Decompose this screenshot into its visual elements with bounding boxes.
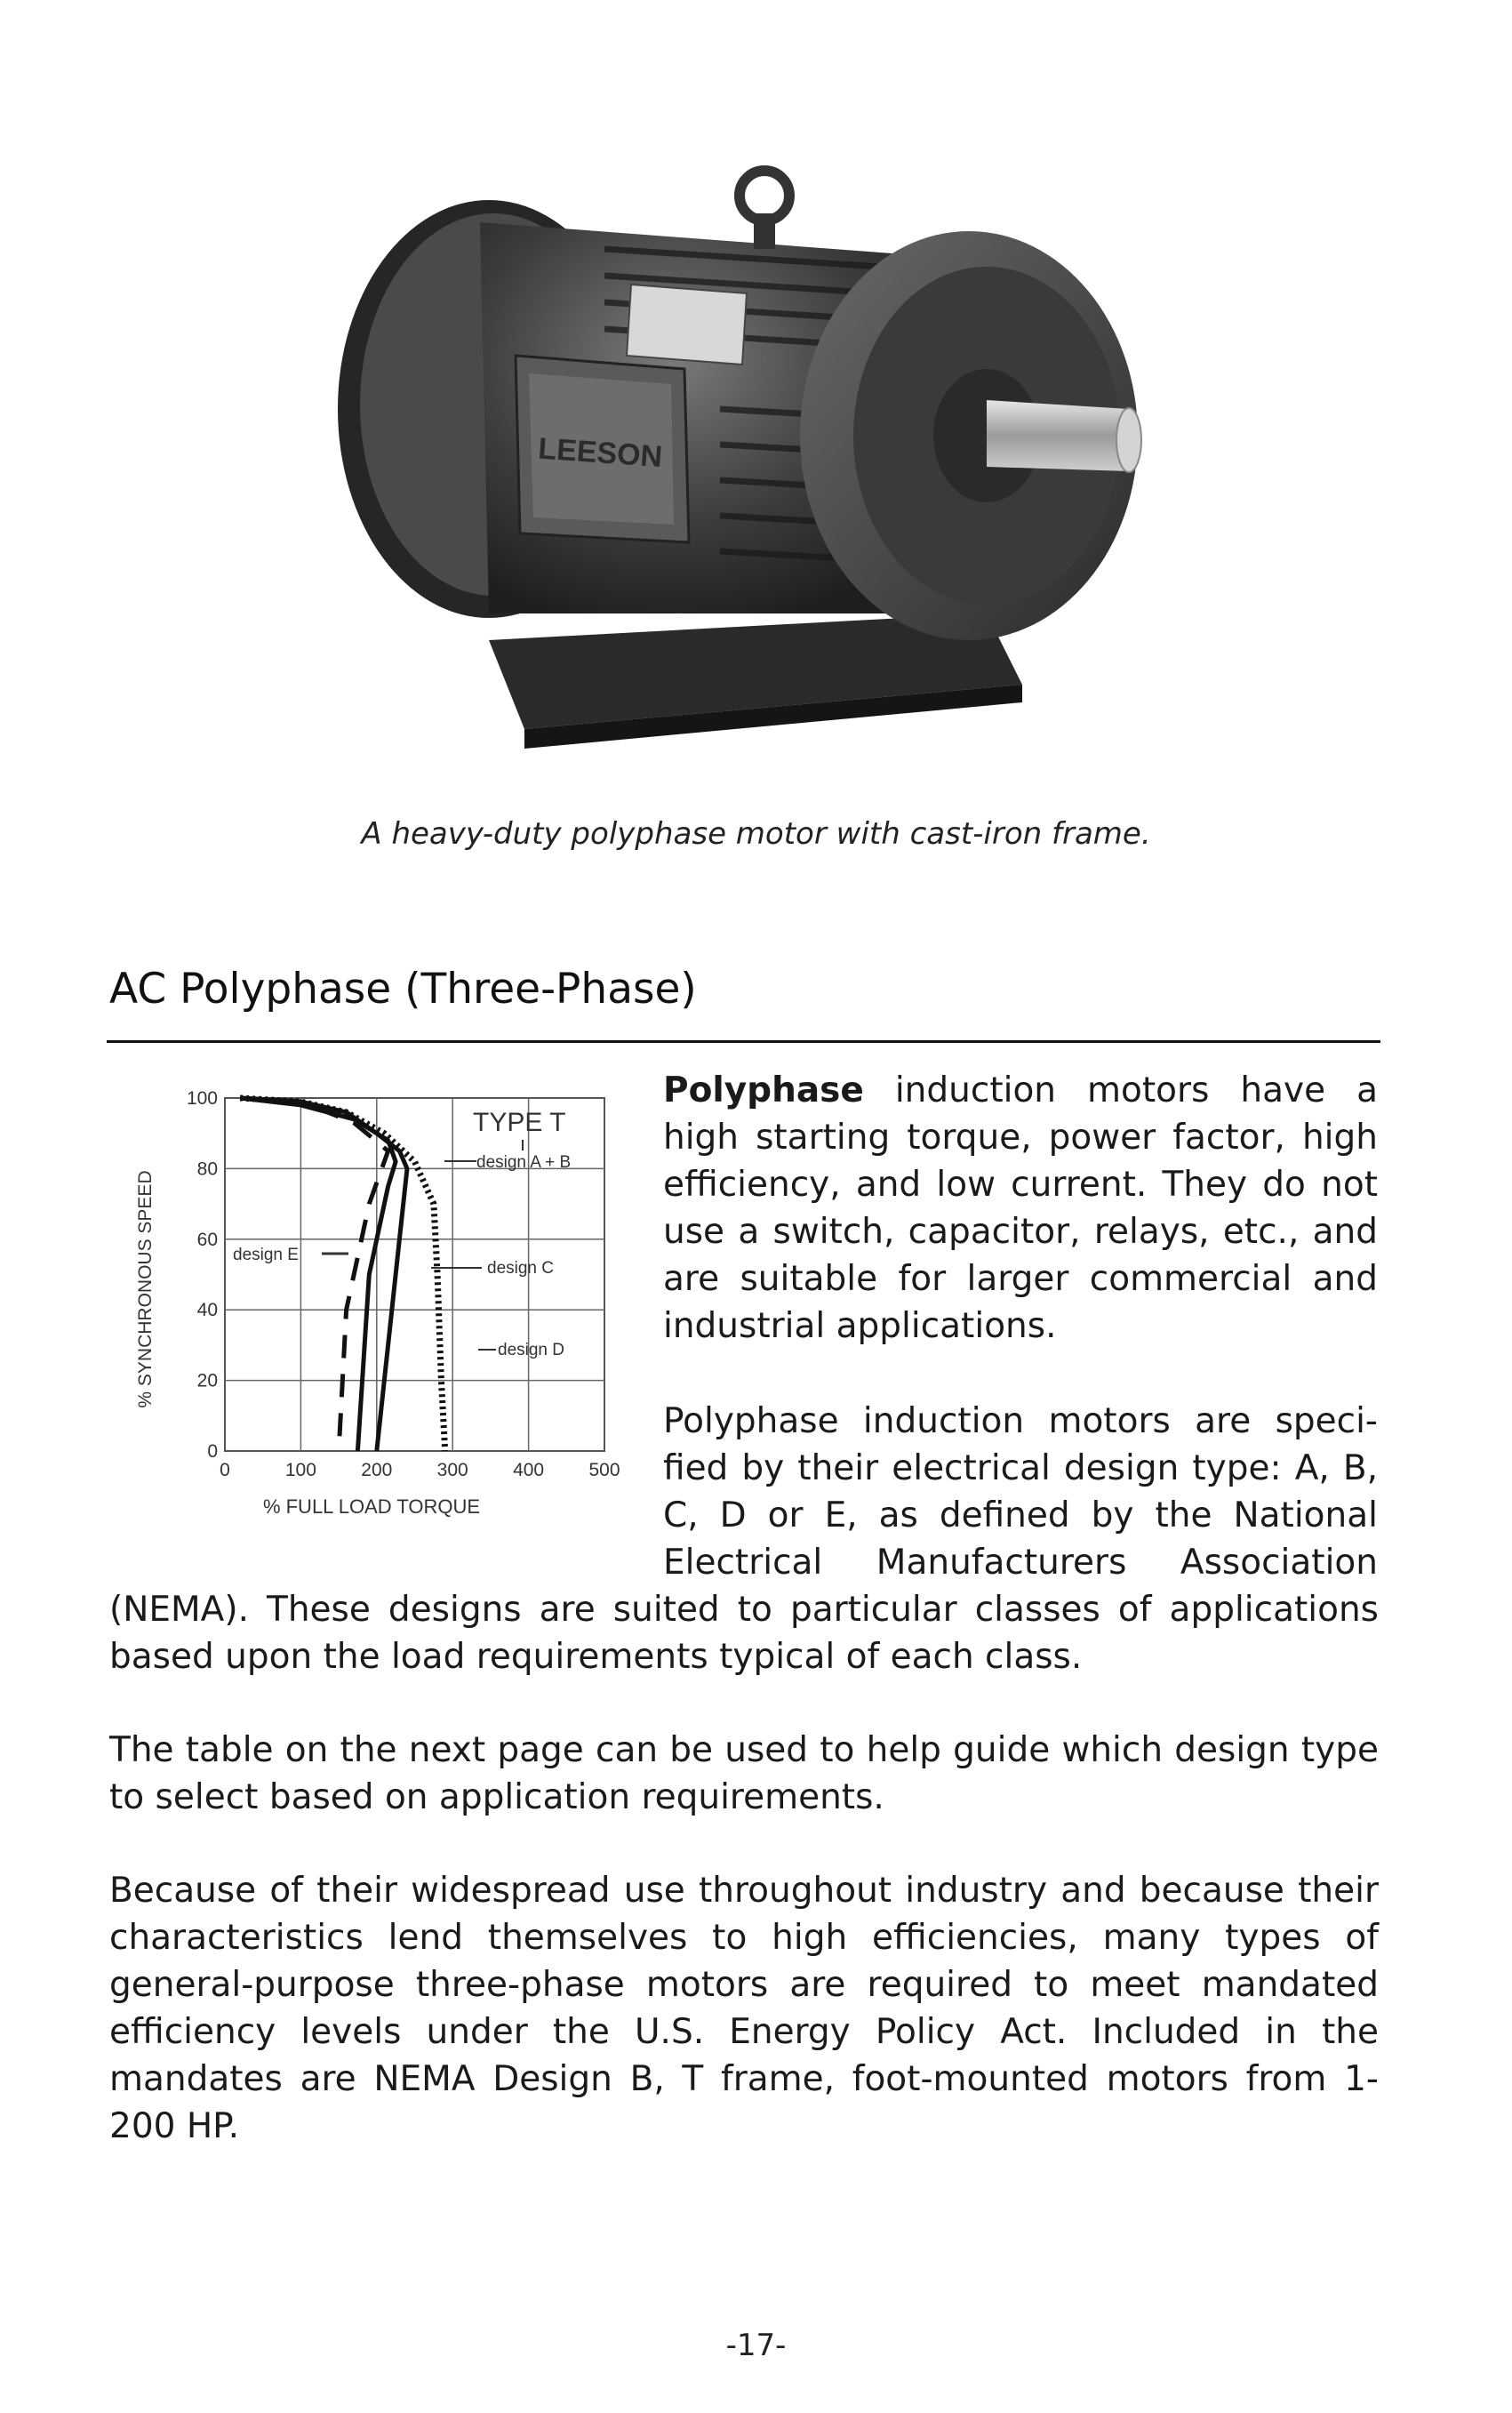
motor-photo [222, 116, 1289, 800]
nema-paragraph-part1: Polyphase induction motors are speci- fied by their electrical design type: A, B, C, D or E, as defined by the National Electrical Manufacturers Association [663, 1401, 1378, 1583]
x-tick-label: 400 [513, 1460, 545, 1480]
x-tick-label: 0 [220, 1460, 230, 1480]
intro-bold-term: Polyphase [663, 1070, 864, 1110]
annotation-design-ab: design A + B [476, 1153, 572, 1172]
series-line-design-e [240, 1098, 388, 1451]
y-tick-label: 80 [196, 1158, 218, 1180]
page-number: -17- [725, 2328, 787, 2363]
y-tick-label: 100 [186, 1088, 218, 1109]
y-tick-label: 40 [196, 1300, 218, 1321]
annotation-design-e: design E [233, 1246, 299, 1264]
series-line-design-a-b [240, 1098, 407, 1451]
heading-rule [107, 1040, 1380, 1043]
x-tick-label: 500 [588, 1460, 620, 1480]
x-tick-label: 300 [436, 1460, 468, 1480]
x-tick-label: 200 [361, 1460, 393, 1480]
nameplate-text: LEESON [537, 431, 664, 475]
annotation-type-t: TYPE T [473, 1108, 566, 1137]
nema-paragraph-part2: (NEMA). These designs are suited to particular classes of applications based upon the load requirements typical of each class. [109, 1590, 1379, 1677]
series-line-design-d [240, 1098, 445, 1451]
y-tick-label: 60 [196, 1229, 218, 1250]
annotation-design-d: design D [498, 1341, 564, 1359]
section-heading: AC Polyphase (Three-Phase) [109, 965, 697, 1014]
intro-paragraph [663, 1067, 1378, 1350]
x-axis-label: % FULL LOAD TORQUE [262, 1495, 481, 1518]
series-line-design-c [240, 1098, 396, 1451]
y-tick-label: 0 [207, 1441, 218, 1462]
y-tick-label: 20 [196, 1370, 218, 1391]
efficiency-paragraph: Because of their widespread use throughout industry and because their characteristics lend themselves to high efficiencies, many types of general-purpose three-phase motors are required to meet mandated efficiency levels under the U.S. Energy Policy Act. Included in the mandates are NEMA Design B, T frame, foot-mounted motors from 1-200 HP. [109, 1871, 1379, 2146]
intro-text: induction motors have a high starting torque, power factor, high efficiency, and low current. They do not use a switch, capacitor, relays, etc., and are suitable for larger commercial and industrial applications. [663, 1070, 1378, 1346]
speed-torque-chart [124, 1076, 631, 1529]
table-guide-paragraph: The table on the next page can be used to help guide which design type to select based on application requirements. [109, 1730, 1379, 1817]
annotation-design-c: design C [487, 1259, 554, 1278]
y-axis-label: % SYNCHRONOUS SPEED [135, 1170, 156, 1408]
x-tick-label: 100 [284, 1460, 316, 1480]
photo-caption: A heavy-duty polyphase motor with cast-iron frame. [361, 816, 1151, 852]
